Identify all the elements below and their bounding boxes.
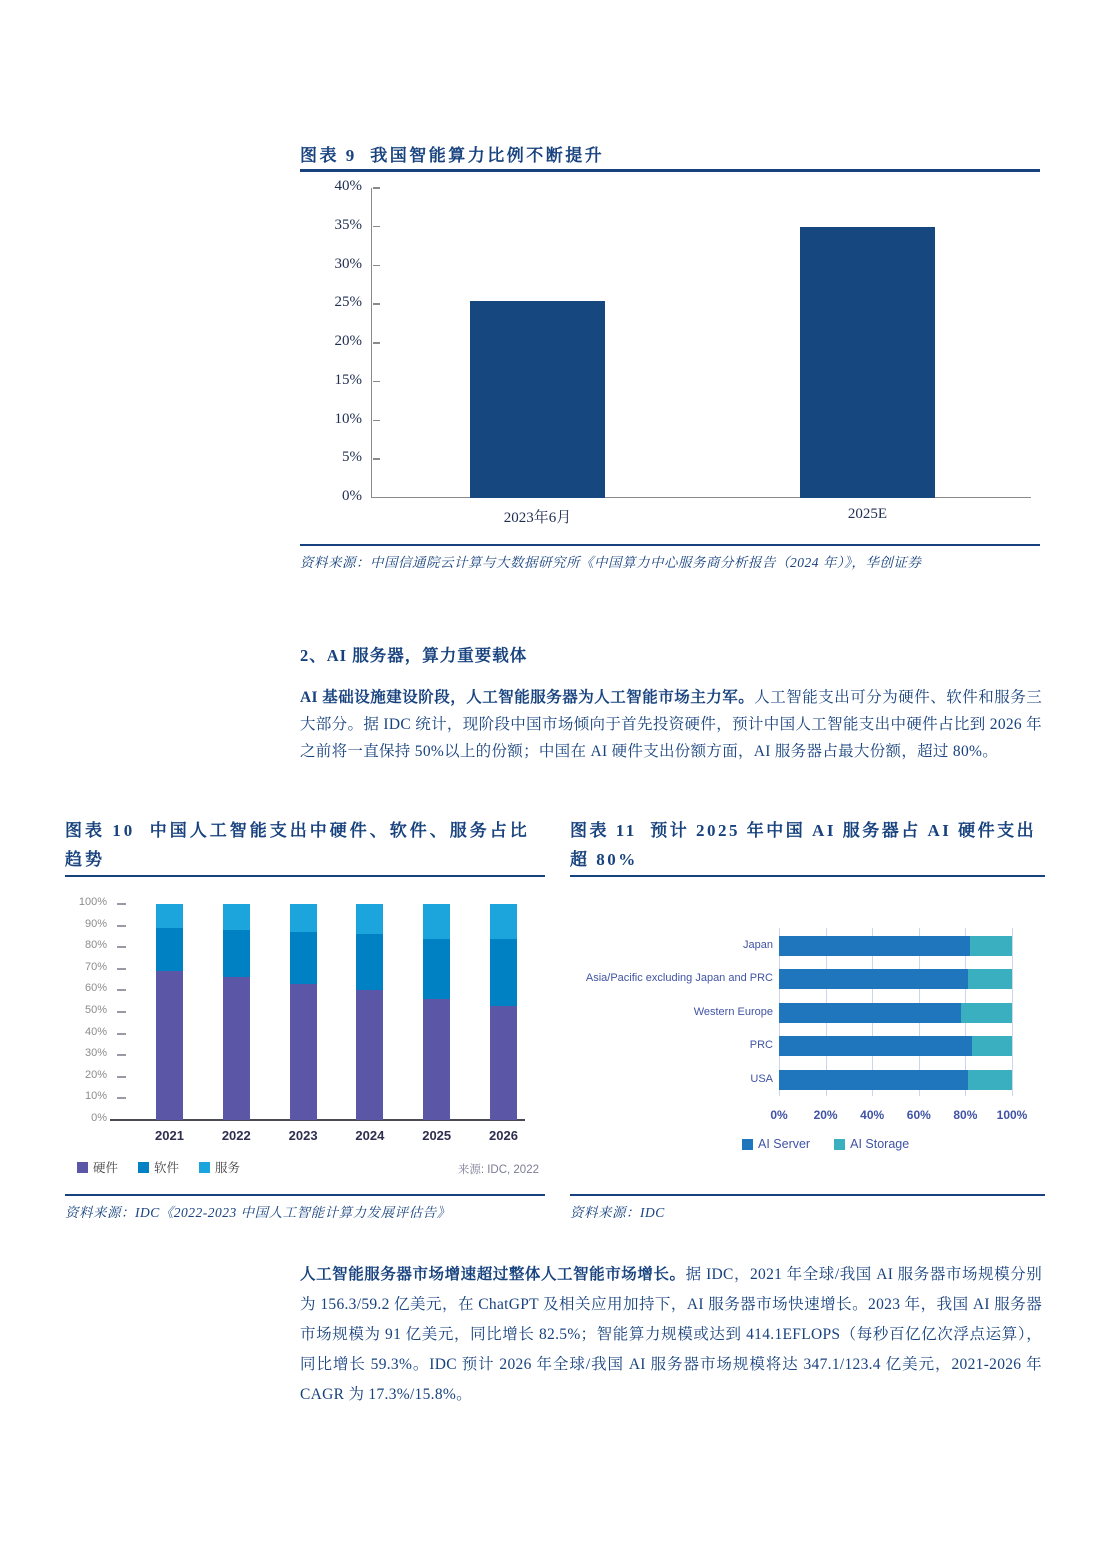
figure9-ytick-mark	[373, 342, 380, 344]
figure9-ytick-label: 25%	[334, 294, 362, 311]
figure11-bar-segment-storage	[970, 936, 1012, 956]
figure10-bar-segment-软件	[223, 930, 250, 978]
figure11-category-label: PRC	[749, 1039, 773, 1052]
figure10-bar-segment-软件	[156, 928, 183, 971]
figure9-ytick-label: 10%	[334, 410, 362, 427]
figure10-ytick-label: 100%	[78, 896, 107, 908]
figure9-ytick-label: 20%	[334, 333, 362, 349]
figure10-chart-note: 来源: IDC, 2022	[457, 1164, 539, 1176]
legend-swatch-服务	[199, 1162, 210, 1173]
figure11-bar-segment-server	[779, 1070, 968, 1090]
paragraph-2-body: 据 IDC，2021 年全球/我国 AI 服务器市场规模分别为 156.3/59.2 亿美元，在 ChatGPT 及相关应用加持下，AI 服务器市场快速增长。2023 年，我国 AI 服务器市场规模为 91 亿美元，同比增长 82.5%；智能算力规模或达到 414.1EFLOPS（每秒百亿亿次浮点运算），同比增长 59.3%。IDC 预计 2026 年全球/我国 AI 服务器市场规模将达 347.1/123.4 亿美元，2021-2026 年 CAGR 为 17.3%/15.8%。	[300, 1266, 1043, 1403]
figure10-bar-segment-硬件	[490, 1006, 517, 1120]
figure10-title-rule	[65, 875, 545, 877]
figure10-ytick-dash	[117, 968, 126, 970]
figure10-bar-segment-硬件	[223, 977, 250, 1120]
figure11-title-rule	[570, 875, 1045, 877]
figure10-ytick-label: 10%	[84, 1090, 107, 1103]
figure10-bar-segment-软件	[490, 939, 517, 1006]
figure10-chart	[65, 888, 545, 1188]
figure10-ytick-dash	[117, 1011, 126, 1013]
figure10-source-rule	[65, 1194, 545, 1196]
legend-swatch-硬件	[77, 1162, 88, 1173]
figure11-bar-segment-storage	[968, 969, 1012, 989]
figure11-bar-segment-storage	[961, 1003, 1012, 1023]
figure9-ytick-mark	[373, 226, 380, 228]
figure10-bar-segment-服务	[423, 904, 450, 939]
figure9-ytick-label: 15%	[334, 371, 362, 388]
figure9-ytick-mark	[373, 458, 380, 460]
figure11-chart	[570, 888, 1045, 1188]
figure10-bar-segment-软件	[356, 934, 383, 990]
figure11-bar-segment-server	[779, 969, 968, 989]
figure10-bar-segment-服务	[156, 904, 183, 928]
legend-swatch-软件	[138, 1162, 149, 1173]
figure11-xtick-label: 20%	[813, 1108, 838, 1122]
figure9-ytick-mark	[373, 187, 380, 189]
legend-label: AI Storage	[850, 1137, 910, 1151]
figure10-xtick-label: 2021	[155, 1128, 184, 1143]
figure10-ytick-label: 20%	[84, 1068, 107, 1081]
figure11-title: 图表 11 预计 2025 年中国 AI 服务器占 AI 硬件支出超 80%	[570, 821, 1037, 869]
figure10-bar-segment-服务	[490, 904, 517, 939]
legend-label: 服务	[215, 1161, 241, 1175]
figure9-ytick-mark	[373, 303, 380, 305]
figure10-ytick-dash	[117, 1054, 126, 1056]
figure10-ytick-label: 50%	[84, 1004, 107, 1016]
figure11-bar-segment-server	[779, 936, 970, 956]
paragraph-1	[300, 684, 1042, 765]
figure10-xtick-label: 2023	[288, 1128, 318, 1143]
figure9-title: 图表 9 我国智能算力比例不断提升	[300, 146, 605, 165]
figure11-xtick-label: 40%	[860, 1108, 885, 1122]
figure11-xtick-label: 100%	[996, 1108, 1028, 1122]
figure10-xtick-label: 2025	[422, 1128, 452, 1143]
figure9-ytick-mark	[373, 420, 380, 422]
figure10-ytick-dash	[117, 1076, 126, 1078]
legend-item	[834, 1137, 909, 1151]
figure10-legend	[77, 1158, 240, 1176]
figure9-title-rule	[300, 169, 1040, 172]
paragraph-1-lead: AI 基础设施建设阶段，人工智能服务器为人工智能市场主力军。	[300, 689, 755, 706]
figure9-xtick-label: 2025E	[847, 506, 888, 522]
figure10-ytick-dash	[117, 1097, 126, 1099]
legend-label: 硬件	[93, 1161, 119, 1175]
figure10-xtick-label: 2022	[221, 1128, 251, 1143]
legend-label: AI Server	[758, 1137, 811, 1151]
figure10-xtick-label: 2026	[489, 1128, 518, 1143]
legend-item	[138, 1158, 179, 1176]
legend-item	[77, 1158, 118, 1176]
legend-swatch-ai-server	[742, 1139, 753, 1150]
figure10-source: 资料来源：IDC《2022-2023 中国人工智能计算力发展评估告》	[65, 1205, 451, 1220]
figure11-xtick-label: 80%	[953, 1108, 978, 1122]
figure10-ytick-dash	[117, 903, 126, 905]
figure10-bar-segment-服务	[223, 904, 250, 930]
figure10-ytick-label: 70%	[84, 960, 107, 973]
figure9-ytick-label: 40%	[334, 178, 362, 194]
legend-label: 软件	[154, 1161, 180, 1175]
figure10-ytick-dash	[117, 925, 126, 927]
paragraph-2	[300, 1260, 1042, 1410]
figure11-bar-segment-storage	[972, 1036, 1012, 1056]
figure10-bar-segment-软件	[290, 932, 317, 984]
legend-swatch-ai-storage	[834, 1139, 845, 1150]
figure10-bar-segment-服务	[356, 904, 383, 934]
figure10-bar-segment-硬件	[356, 990, 383, 1120]
figure10-ytick-label: 60%	[84, 982, 107, 995]
figure10-ytick-label: 90%	[84, 917, 107, 930]
figure9-ytick-label: 5%	[342, 449, 362, 466]
legend-item	[199, 1158, 240, 1176]
figure10-ytick-label: 30%	[84, 1047, 107, 1060]
figure11-legend	[742, 1137, 909, 1151]
figure10-bar-segment-软件	[423, 939, 450, 999]
figure10-ytick-dash	[117, 989, 126, 991]
figure10-title: 图表 10 中国人工智能支出中硬件、软件、服务占比趋势	[65, 821, 530, 869]
figure11-category-label: Asia/Pacific excluding Japan and PRC	[585, 972, 773, 985]
figure9-ytick-label: 30%	[334, 255, 362, 272]
figure11-source-rule	[570, 1194, 1045, 1196]
figure11-bar-segment-server	[779, 1036, 972, 1056]
figure11-xtick-label: 0%	[770, 1108, 788, 1122]
figure10-ytick-label: 40%	[84, 1025, 107, 1038]
figure11-category-label: Western Europe	[693, 1005, 773, 1018]
figure11-category-label: USA	[750, 1072, 773, 1085]
legend-item	[742, 1137, 810, 1151]
figure11-bar-segment-server	[779, 1003, 961, 1023]
figure9-source: 资料来源：中国信通院云计算与大数据研究所《中国算力中心服务商分析报告（2024 年）》，华创证券	[300, 555, 922, 570]
figure9-ytick-label: 0%	[342, 488, 362, 504]
figure9-ytick-mark	[373, 265, 380, 267]
figure11-source: 资料来源：IDC	[570, 1205, 665, 1220]
figure10-ytick-dash	[117, 946, 126, 948]
figure11-gridline	[1012, 928, 1013, 1096]
figure11-xtick-label: 60%	[906, 1108, 931, 1122]
paragraph-1-body: 人工智能支出可分为硬件、软件和服务三大部分。据 IDC 统计，现阶段中国市场倾向于首先投资硬件，预计中国人工智能支出中硬件占比到 2026 年之前将一直保持 50%以上的份额；中国在 AI 硬件支出份额方面，AI 服务器占最大份额，超过 80%。	[300, 689, 1042, 760]
figure10-ytick-label: 0%	[91, 1112, 107, 1124]
paragraph-2-lead: 人工智能服务器市场增速超过整体人工智能市场增长。	[300, 1266, 686, 1283]
figure10-ytick-label: 80%	[84, 939, 107, 952]
figure9-bar	[800, 227, 935, 498]
figure10-bar-segment-服务	[290, 904, 317, 932]
figure10-ytick-dash	[117, 1033, 126, 1035]
figure11-category-label: Japan	[743, 939, 773, 951]
figure9-bar	[470, 301, 605, 498]
figure9-xtick-label: 2023年6月	[503, 510, 572, 526]
figure9-ytick-label: 35%	[334, 216, 362, 233]
figure10-bar-segment-硬件	[290, 984, 317, 1120]
section-2-heading: 2、AI 服务器，算力重要载体	[300, 646, 528, 665]
figure10-xtick-label: 2024	[355, 1128, 385, 1143]
figure11-bar-segment-storage	[968, 1070, 1012, 1090]
figure9-ytick-mark	[373, 381, 380, 383]
figure9-chart	[300, 180, 1040, 540]
figure10-bar-segment-硬件	[156, 971, 183, 1120]
figure10-bar-segment-硬件	[423, 999, 450, 1120]
figure9-source-rule	[300, 544, 1040, 546]
